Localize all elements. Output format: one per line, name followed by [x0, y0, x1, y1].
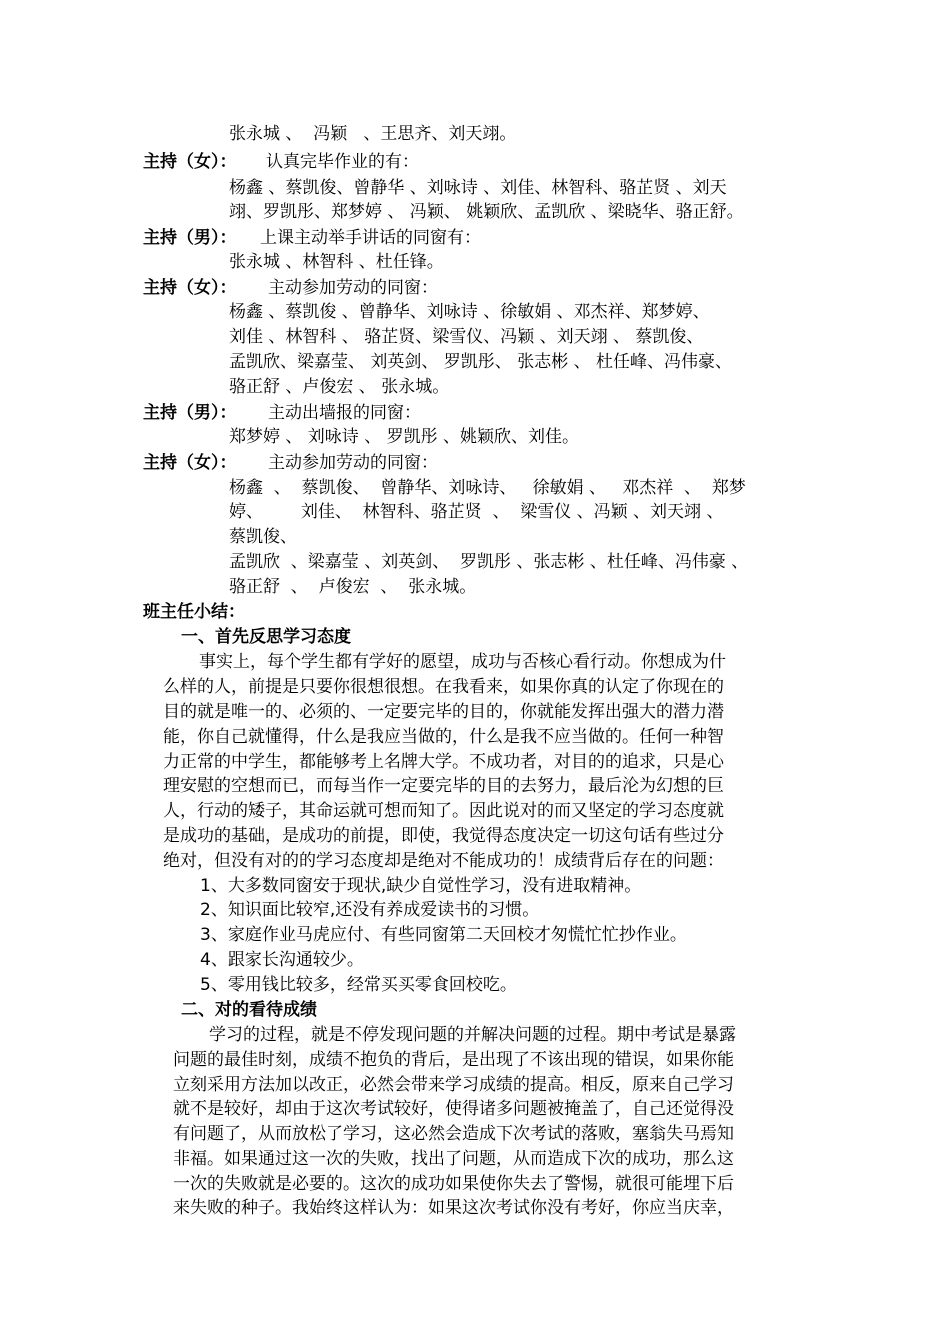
paragraph-line: 有问题了，从而放松了学习，这必然会造成下次考试的落败，塞翁失马焉知 [173, 1124, 734, 1144]
paragraph-line: 非福。如果通过这一次的失败，找出了问题，从而造成下次的成功，那么这 [173, 1149, 734, 1169]
text-line: 骆正舒 、 卢俊宏 、 张永城。 [229, 577, 477, 597]
paragraph-line: 就不是较好，却由于这次考试较好，使得诸多问题被掩盖了，自己还觉得没 [173, 1099, 734, 1119]
text-line: 杨鑫 、蔡凯俊、曾静华 、刘咏诗 、刘佳、林智科、骆芷贤 、刘天 [229, 178, 727, 198]
text-line: 张永城 、林智科 、杜任锋。 [229, 252, 444, 272]
text-line: 上课主动举手讲话的同窗有： [260, 228, 481, 248]
speaker-label: 主持（男）： [143, 403, 237, 423]
text-line: 婷、 刘佳、 林智科、骆芷贤 、 梁雪仪 、冯颖 、刘天翊 、 [229, 502, 724, 522]
list-item: 4、跟家长沟通较少。 [200, 950, 364, 970]
paragraph-line: 么样的人，前提是只要你很想很想。在我看来，如果你真的认定了你现在的 [163, 677, 724, 697]
text-line: 孟凯欣 、梁嘉莹 、刘英剑、 罗凯彤 、张志彬 、杜任峰、冯伟豪 、 [229, 552, 749, 572]
paragraph-line: 人，行动的矮子，其命运就可想而知了。因此说对的而又坚定的学习态度就 [163, 801, 724, 821]
text-line: 翊、罗凯彤、郑梦婷 、 冯颖、 姚颖欣、孟凯欣 、梁晓华、骆正舒。 [229, 202, 744, 222]
list-item: 1、大多数同窗安于现状,缺少自觉性学习，没有进取精神。 [200, 876, 642, 896]
paragraph-line: 来失败的种子。我始终这样认为：如果这次考试你没有考好，你应当庆幸， [173, 1198, 734, 1218]
list-item: 3、家庭作业马虎应付、有些同窗第二天回校才匆慌忙忙抄作业。 [200, 925, 687, 945]
paragraph-line: 是成功的基础，是成功的前提，即使，我觉得态度决定一切这句话有些过分 [163, 826, 724, 846]
paragraph-line: 力正常的中学生，都能够考上名牌大学。不成功者，对目的的追求，只是心 [163, 752, 724, 772]
speaker-label: 主持（女）： [143, 453, 237, 473]
list-item: 2、知识面比较窄,还没有养成爱读书的习惯。 [200, 900, 540, 920]
text-line: 主动参加劳动的同窗： [268, 453, 438, 473]
paragraph-line: 绝对，但没有对的的学习态度却是绝对不能成功的！成绩背后存在的问题： [163, 851, 724, 871]
paragraph-line: 问题的最佳时刻，成绩不抱负的背后，是出现了不该出现的错误，如果你能 [173, 1050, 734, 1070]
paragraph-line: 理安慰的空想而已，而每当作一定要完毕的目的去努力，最后沦为幻想的巨 [163, 776, 724, 796]
text-line: 骆正舒 、卢俊宏 、 张永城。 [229, 377, 450, 397]
speaker-label: 主持（男）： [143, 228, 237, 248]
paragraph-line: 立刻采用方法加以改正，必然会带来学习成绩的提高。相反，原来自己学习 [173, 1075, 734, 1095]
paragraph-line: 学习的过程，就是不停发现问题的并解决问题的过程。期中考试是暴露 [209, 1025, 736, 1045]
speaker-label: 主持（女）： [143, 278, 237, 298]
text-line: 主动参加劳动的同窗： [268, 278, 438, 298]
section-heading: 二、对的看待成绩 [181, 1000, 317, 1020]
text-line: 主动出墙报的同窗： [268, 403, 421, 423]
paragraph-line: 目的就是唯一的、必须的、一定要完毕的目的，你就能发挥出强大的潜力潜 [163, 702, 724, 722]
text-line: 刘佳 、林智科 、 骆芷贤、梁雪仪、冯颖 、刘天翊 、 蔡凯俊、 [229, 327, 704, 347]
text-line: 杨鑫 、蔡凯俊 、曾静华、刘咏诗 、徐敏娟 、邓杰祥、郑梦婷、 [229, 302, 710, 322]
paragraph-line: 事实上，每个学生都有学好的愿望，成功与否核心看行动。你想成为什 [199, 652, 726, 672]
text-line: 认真完毕作业的有： [266, 152, 419, 172]
text-line: 杨鑫 、 蔡凯俊、 曾静华、刘咏诗、 徐敏娟 、 邓杰祥 、 郑梦 [229, 478, 746, 498]
speaker-label: 主持（女）： [143, 152, 237, 172]
text-line: 蔡凯俊、 [229, 527, 297, 547]
text-line: 孟凯欣、梁嘉莹、 刘英剑、 罗凯彤、 张志彬 、 杜任峰、冯伟豪、 [229, 352, 733, 372]
summary-heading: 班主任小结： [143, 602, 245, 622]
text-line: 张永城 、 冯颖 、王思齐、刘天翊。 [229, 124, 517, 144]
section-heading: 一、首先反思学习态度 [181, 627, 351, 647]
paragraph-line: 能，你自己就懂得，什么是我应当做的，什么是我不应当做的。任何一种智 [163, 727, 724, 747]
text-line: 郑梦婷 、 刘咏诗 、 罗凯彤 、姚颖欣、刘佳。 [229, 427, 580, 447]
list-item: 5、零用钱比较多，经常买买零食回校吃。 [200, 975, 517, 995]
paragraph-line: 一次的失败就是必要的。这次的成功如果使你失去了警惕，就很可能埋下后 [173, 1174, 734, 1194]
